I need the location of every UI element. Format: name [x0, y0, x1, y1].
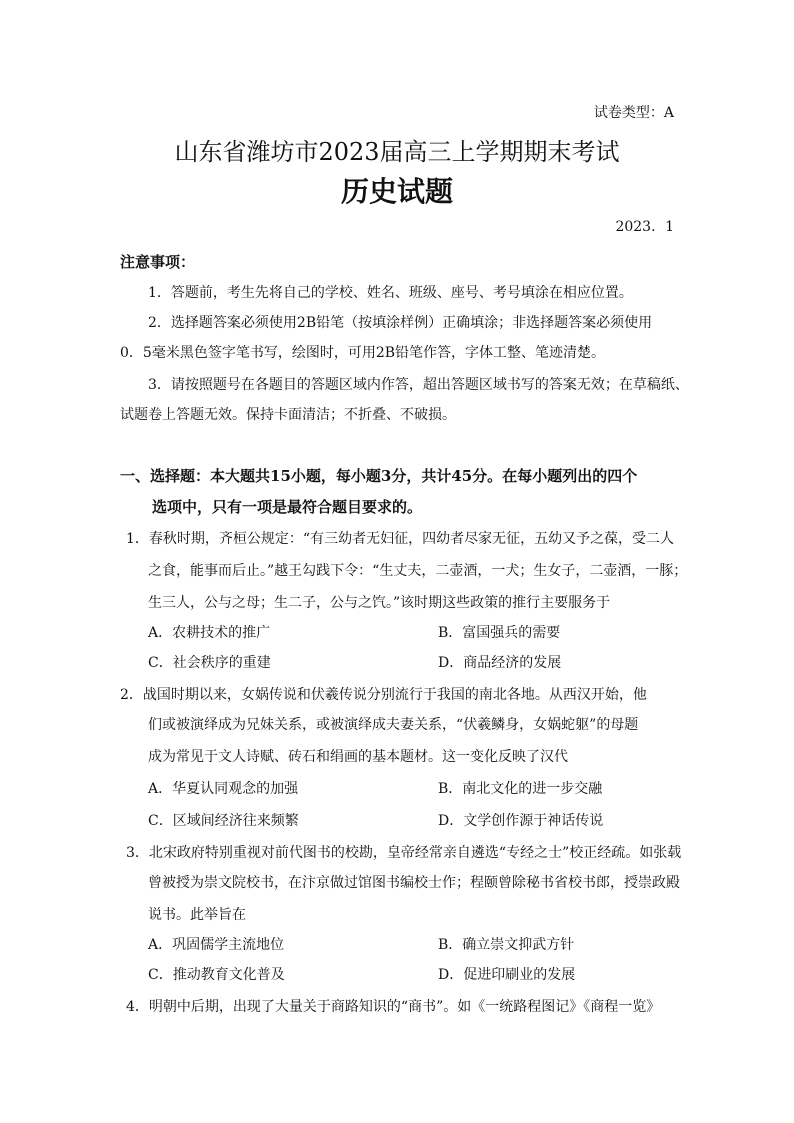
notice-line: 1．答题前，考生先将自己的学校、姓名、班级、座号、考号填涂在相应位置。	[148, 285, 633, 301]
question-line: 生三人，公与之母；生二子，公与之饩。”该时期这些政策的推行主要服务于	[148, 595, 611, 611]
question-line: 之食，能事而后止。”越王勾践下令：“生丈夫，二壶酒，一犬；生女子，二壶酒，一豚；	[148, 563, 688, 579]
exam-title: 山东省潍坊市2023届高三上学期期末考试	[174, 138, 620, 166]
notice-line: 2．选择题答案必须使用2B铅笔（按填涂样例）正确填涂；非选择题答案必须使用	[148, 315, 653, 331]
exam-date: 2023．1	[615, 219, 674, 235]
section-heading: 一、选择题：本大题共15小题，每小题3分，共计45分。在每小题列出的四个	[120, 467, 638, 485]
question-line: 1．春秋时期，齐桓公规定：“有三幼者无妇征，四幼者尽家无征，五幼又予之葆，受二人	[126, 531, 675, 547]
notice-line: 0．5毫米黑色签字笔书写，绘图时，可用2B铅笔作答，字体工整、笔迹清楚。	[120, 345, 606, 361]
subject-title: 历史试题	[340, 175, 453, 208]
question-line: 们或被演绎成为兄妹关系，或被演绎成夫妻关系，“伏羲鳞身，女娲蛇躯”的母题	[148, 717, 639, 733]
option-d: D．商品经济的发展	[438, 655, 562, 671]
option-b: B．南北文化的进一步交融	[438, 781, 603, 797]
notice-line: 试题卷上答题无效。保持卡面清洁；不折叠、不破损。	[120, 407, 456, 423]
paper-type: 试卷类型：A	[593, 105, 674, 121]
question-line: 3．北宋政府特别重视对前代图书的校勘，皇帝经常亲自遴选“专经之士”校正经疏。如张载	[126, 845, 682, 861]
option-b: B．富国强兵的需要	[438, 625, 561, 641]
question-line: 4．明朝中后期，出现了大量关于商路知识的“商书”。如《一统路程图记》《商程一览》	[126, 999, 661, 1015]
question-line: 曾被授为崇文院校书，在汴京做过馆图书编校士作；程颐曾除秘书省校书郎，授崇政殿	[148, 875, 680, 891]
option-c: C．社会秩序的重建	[148, 655, 271, 671]
option-b: B．确立崇文抑武方针	[438, 937, 575, 953]
question-line: 成为常见于文人诗赋、砖石和绢画的基本题材。这一变化反映了汉代	[148, 749, 568, 765]
option-a: A．农耕技术的推广	[148, 625, 271, 641]
section-heading: 选项中，只有一项是最符合题目要求的。	[152, 498, 423, 516]
option-a: A．巩固儒学主流地位	[148, 937, 285, 953]
option-d: D．文学创作源于神话传说	[438, 813, 604, 829]
question-line: 说书。此举旨在	[148, 907, 246, 923]
option-d: D．促进印刷业的发展	[438, 967, 576, 983]
notice-line: 3．请按照题号在各题目的答题区域内作答，超出答题区域书写的答案无效；在草稿纸、	[148, 377, 689, 393]
option-c: C．区域间经济往来频繁	[148, 813, 299, 829]
notice-title: 注意事项：	[120, 253, 196, 271]
question-line: 2．战国时期以来，女娲传说和伏羲传说分别流行于我国的南北各地。从西汉开始，他	[120, 687, 647, 703]
option-a: A．华夏认同观念的加强	[148, 781, 299, 797]
option-c: C．推动教育文化普及	[148, 967, 285, 983]
